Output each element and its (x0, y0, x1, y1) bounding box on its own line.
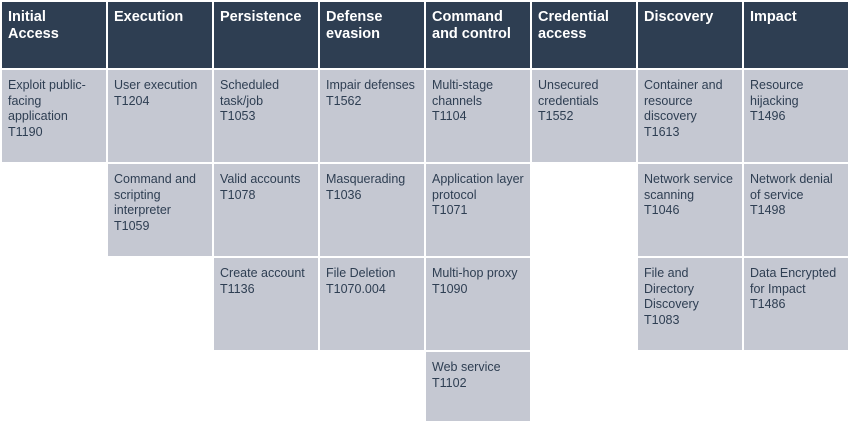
technique-id: T1071 (432, 203, 468, 217)
technique-name: Network service scanning (644, 172, 733, 202)
technique-id: T1496 (750, 109, 786, 123)
technique-name: Masquerading (326, 172, 406, 186)
technique-cell (532, 70, 636, 162)
technique-name: Create account (220, 266, 305, 280)
technique-cell (638, 164, 742, 256)
tactic-header-command-and-control: Command and control (426, 2, 530, 68)
technique-name: Impair defenses (326, 78, 415, 92)
technique-cell (426, 352, 530, 421)
technique-name: Application layer protocol (432, 172, 524, 202)
technique-cell (638, 70, 742, 162)
technique-name: File Deletion (326, 266, 396, 280)
tactic-header-discovery: Discovery (638, 2, 742, 68)
technique-name: Web service (432, 360, 501, 374)
technique-id: T1102 (432, 375, 467, 390)
technique-name: Scheduled task/job (220, 78, 280, 108)
technique-name: Exploit public-facing application (8, 78, 86, 123)
technique-id: T1078 (220, 187, 256, 202)
technique-cell (320, 258, 424, 350)
technique-name: File and Directory Discovery (644, 266, 699, 311)
technique-cell (426, 258, 530, 350)
technique-id: T1053 (220, 109, 256, 123)
technique-id: T1498 (750, 203, 786, 217)
technique-id: T1136 (220, 281, 255, 296)
technique-name: Unsecured credentials (538, 78, 599, 108)
tactic-header-defense-evasion: Defense evasion (320, 2, 424, 68)
technique-cell (426, 164, 530, 256)
technique-id: T1552 (538, 109, 574, 123)
technique-id: T1562 (326, 93, 362, 108)
attack-matrix (2, 2, 848, 423)
technique-cell (214, 70, 318, 162)
tactic-header-impact: Impact (744, 2, 848, 68)
technique-id: T1104 (432, 109, 467, 123)
technique-name: Multi-stage channels (432, 78, 494, 108)
technique-name: Command and scripting interpreter (114, 172, 196, 217)
technique-cell (744, 164, 848, 256)
technique-cell (108, 70, 212, 162)
tactic-header-persistence: Persistence (214, 2, 318, 68)
technique-id: T1083 (644, 312, 680, 327)
technique-cell (638, 258, 742, 350)
technique-id: T1613 (644, 124, 680, 139)
technique-id: T1190 (8, 124, 43, 139)
technique-cell (214, 164, 318, 256)
technique-id: T1070.004 (326, 281, 386, 296)
technique-id: T1046 (644, 203, 680, 217)
technique-name: Network denial of service (750, 172, 833, 202)
technique-name: User execution (114, 78, 198, 92)
technique-cell (214, 258, 318, 350)
tactic-header-credential-access: Credential access (532, 2, 636, 68)
technique-name: Valid accounts (220, 172, 301, 186)
technique-cell (108, 164, 212, 256)
technique-id: T1090 (432, 281, 468, 296)
technique-name: Multi-hop proxy (432, 266, 518, 280)
technique-name: Data Encrypted for Impact (750, 266, 837, 296)
technique-name: Resource hijacking (750, 78, 804, 108)
tactic-header-initial-access: Initial Access (2, 2, 106, 68)
technique-id: T1486 (750, 297, 786, 311)
technique-name: Container and resource discovery (644, 78, 723, 123)
technique-id: T1204 (114, 93, 150, 108)
tactic-header-execution: Execution (108, 2, 212, 68)
technique-id: T1059 (114, 218, 150, 233)
technique-cell (744, 258, 848, 350)
technique-cell (426, 70, 530, 162)
technique-cell (744, 70, 848, 162)
technique-id: T1036 (326, 187, 362, 202)
technique-cell (320, 70, 424, 162)
technique-cell (320, 164, 424, 256)
technique-cell (2, 70, 106, 162)
